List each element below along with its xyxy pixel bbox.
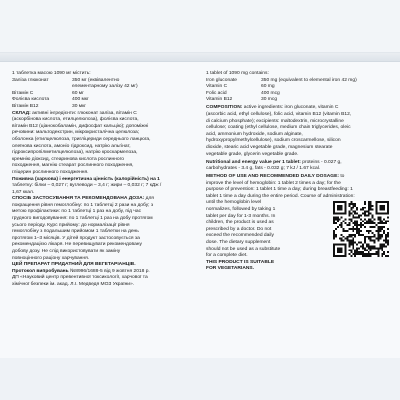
ua-composition-line: гідроксипропілметилцелюлоза), натрію кроскармелоза, [12,150,138,156]
ua-composition-line: гліцерин рослинного походження. [12,169,89,175]
ua-energy-line: 1,67 ккал. [12,189,35,195]
ua-usage-line: метою профілактики: по 1 таблетці 1 раз на добу, під час [12,209,142,215]
ua-composition-line: оболонка (етилцелюлоза, тригліцериди середнього ланцюга, [12,136,151,142]
table-row: Vitamin C 60 mg [206,84,275,90]
table-row: Вітамін С 60 мг [12,90,84,96]
en-energy-title: Nutritional and energy value per 1 tablet: [206,159,301,165]
en-vegetarian-note: THIS PRODUCT IS SUITABLE [206,259,275,265]
en-composition-line: vegetable grade, glycerin vegetable grade. [206,151,299,157]
package-top-band [0,0,400,52]
ua-composition-line: олеїнова кислота, амоніо гідроксид, натрію альгінат, [12,143,131,149]
package-fold [0,52,400,62]
en-composition-line: dioxide, stearic acid vegetable grade, magnesium stearate [206,144,333,150]
ua-composition-line: (аскорбінова кислота, етилцелюлоза), фолієва кислота, [12,117,139,123]
table-row: Заліза глюконат 350 мг (еквівалентно [12,77,120,83]
en-usage-line: purpose of prevention: 1 tablet 1 time a day; during breastfeeding: 1 [206,187,353,193]
en-energy-line: carbohydrates - 3.4 g, fats - 0.032 g; 7 kJ / 1.67 kcal. [206,166,321,172]
ua-composition-line: речовини: мальтодекстрин, мікрокристалічна целюлоза; [12,130,140,136]
table-row: Vitamin B12 30 mcg [206,97,278,103]
ua-protocol-line: ДП «Науковий центр превентивної токсикології, харчової та [12,275,148,281]
ua-vegetarian-note: ЦЕЙ ПРЕПАРАТ ПРИДАТНИЙ ДЛЯ ВЕГЕТАРІАНЦІВ. [12,262,136,268]
ua-usage-line: гемоглобіну з подальшим прийомом 1 таблетки на день [12,229,139,235]
qr-code-icon[interactable] [333,201,389,257]
ua-usage-line: СПОСІБ ЗАСТОСУВАННЯ ТА РЕКОМЕНДОВАНА ДОЗА: для [12,196,154,202]
ua-protocol-line: хімічної безпеки ім. акад. Л.І. Медведя МОЗ України». [12,282,135,287]
ua-serving-header: 1 таблетка масою 1090 мг містить: [12,71,91,76]
ua-energy-line: таблетку: білки – 0,027 г; вуглеводи – 3,4 г; жири – 0,032 г; 7 кДж / [12,183,162,189]
package-bottom-band [0,358,400,400]
ua-usage-line: усього періоду. Курс прийому: до нормалізації рівня [12,222,130,228]
english-column [206,71,389,273]
en-vegetarian-note: FOR VEGETARIANS. [206,266,255,272]
en-composition-line: cellulose; coating (ethyl cellulose, medium chain triglycerides, oleic [206,125,351,131]
en-usage-line: improve the level of hemoglobin: 1 tablet 2 times a day; for the [206,180,341,186]
table-row: Folic acid 400 mcg [206,90,280,96]
en-usage-line: tablet 1 time a day during the entire period. Course of administration: [206,193,355,199]
en-energy-line: Nutritional and energy value per 1 tablet: proteins - 0.027 g, [206,159,342,165]
ua-protocol-title: Протокол випробувань [12,268,69,274]
ua-composition-line: походження, магнію стеарат рослинного походження, [12,163,134,169]
en-composition-line: acid, ammonium hydroxide, sodium alginate, [206,131,303,137]
ua-composition-line: СКЛАД: активні інгредієнти: глюконат заліза, вітамін С [12,110,137,116]
en-composition-title: COMPOSITION: [206,105,243,111]
en-composition-line: COMPOSITION: active ingredients: iron gluconate, vitamin C [206,105,339,111]
ua-usage-line: рекомендацією лікаря. Не перевищувати рекомендовану [12,242,142,248]
en-usage-title: METHOD OF USE AND RECOMMENDED DAILY DOSAGE: [206,174,339,180]
en-serving-header: 1 tablet of 1090 mg contains: [206,71,269,76]
ukrainian-column [12,71,197,289]
ua-protocol-line: Протокол випробувань №8996/1688-5 від 9 жовтня 2018 р. [12,268,150,274]
en-composition-line: hydroxypropylmethylcellulose), sodium croscarmellose, silicon [206,138,341,144]
ua-usage-title: СПОСІБ ЗАСТОСУВАННЯ ТА РЕКОМЕНДОВАНА ДОЗА: [12,196,145,202]
ua-usage-line: добову дозу. Не слід використовувати як заміну [12,249,121,255]
en-usage-line: METHOD OF USE AND RECOMMENDED DAILY DOSAGE: to [206,174,345,180]
ua-usage-line: протягом 1–3 місяців. У дітей продукт застосовується за [12,235,140,241]
en-composition-table [206,78,389,104]
ua-composition-title: СКЛАД: [12,110,31,116]
en-composition-line: di calcium phosphate); excipients: maltodextrin, microcrystalline [206,118,344,124]
en-composition-line: (ascorbic acid, ethyl cellulose), folic acid, vitamin B12 (vitamin B12, [206,111,352,117]
ua-composition-line: вітамін В12 (ціанокобаламін, дифосфат кальцію); допоміжні [12,123,149,129]
table-row: Фолієва кислота 400 мкг [12,97,89,103]
ua-usage-line: повноцінного раціону харчування. [12,255,90,261]
table-row: елементарному залізу 42 мг) [72,84,138,90]
table-row: Iron gluconate 350 mg (equivalent to elemental iron 42 mg) [206,77,357,83]
ua-usage-line: грудного вигодовування: по 1 таблетці 1 раз на добу протягом [12,216,153,222]
table-row: Вітамін В12 30 мкг [12,103,87,109]
en-usage-with-qr [206,200,389,259]
ua-composition-table [12,78,197,111]
ua-energy-title: Поживна (харчова) і енергетична цінність (калорійність) на 1 [12,176,160,182]
ua-composition-line: кремнію діоксид, стеаринова кислота рослинного [12,156,125,162]
en-usage-qr-text: until the hemoglobin level normalizes, followed by taking 1 tablet per day for 1-3 months. In children, the product is used as prescribed by a doctor. Do not exceed the recommended daily dose. The dietary supplement should not be used as a substitute for a complete diet. [206,200,281,259]
ua-usage-line: покращення рівня гемоглобіну: по 1 таблетці 2 рази на добу; з [12,202,154,208]
